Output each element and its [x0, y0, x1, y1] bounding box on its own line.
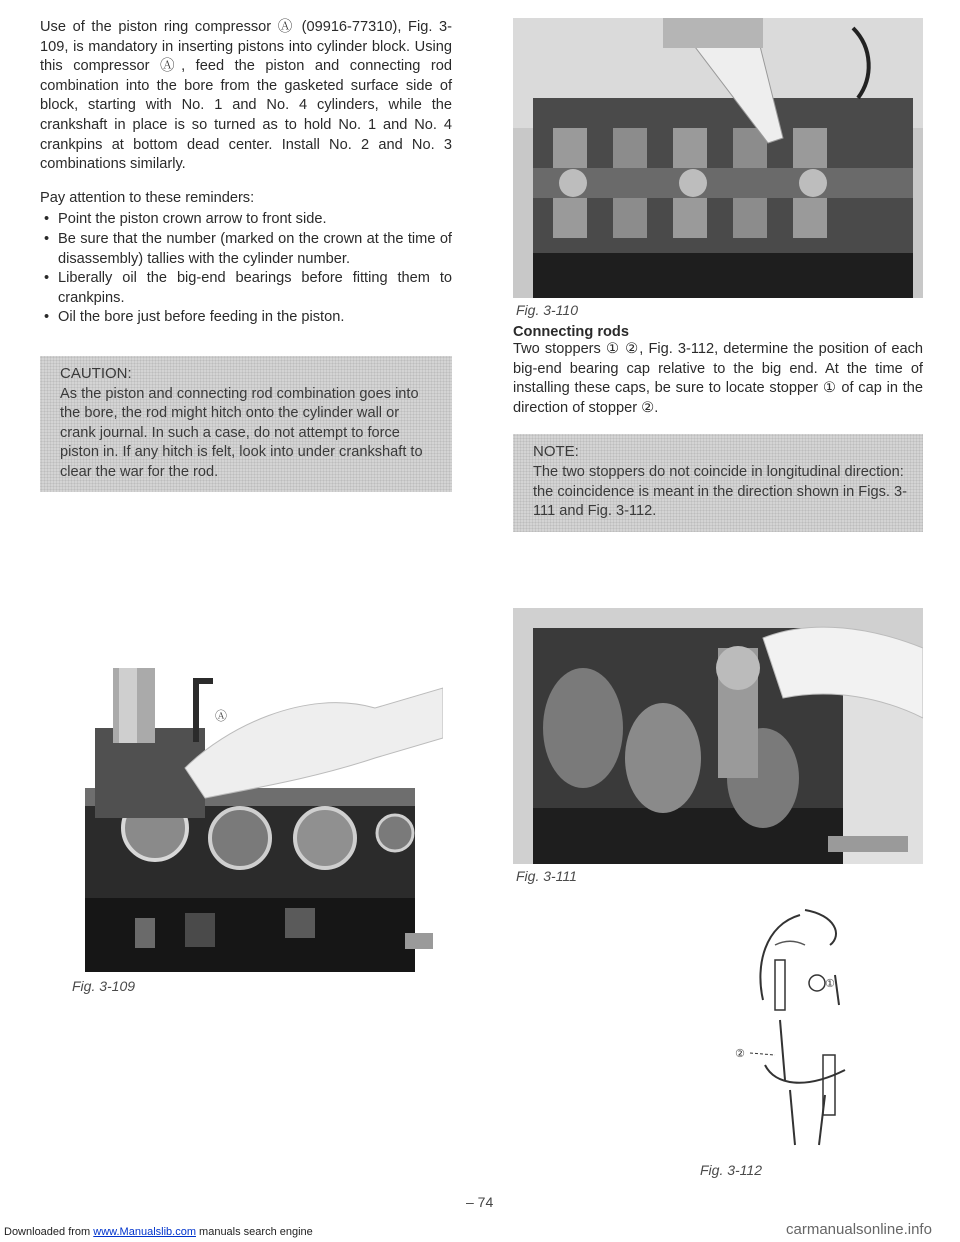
fig-112-callout-2: ②	[735, 1047, 745, 1060]
intro-paragraph: Use of the piston ring compressor Ⓐ (09916-77310), Fig. 3-109, is mandatory in inserting pistons into cylinder block. Using this compressor Ⓐ, feed the piston and connecting rod combination into the bore from the gasketed surface side of block, starting with No. 1 and No. 4 cylinders, while the crankshaft in place is so turned as to hold No. 1 and No. 4 crankpins at bottom dead center. Install No. 2 and No. 3 combinations similarly.	[40, 19, 452, 173]
fig-3-112-drawing	[735, 905, 865, 1155]
note-title: NOTE:	[533, 443, 579, 461]
left-column	[40, 18, 452, 492]
connecting-rods-heading: Connecting rods	[513, 324, 629, 340]
connecting-rods-section	[513, 312, 923, 532]
list-item: • Oil the bore just before feeding in the piston.	[40, 308, 452, 328]
fig-3-112-caption: Fig. 3-112	[700, 1162, 762, 1178]
page-number: – 74	[466, 1194, 494, 1210]
fig-109-callout: Ⓐ	[215, 709, 228, 723]
footer-suffix: manuals search engine	[195, 1226, 313, 1238]
fig-3-109-photo	[75, 668, 443, 972]
list-item: • Point the piston crown arrow to front side.	[40, 210, 452, 230]
footer-download-note	[4, 1226, 313, 1238]
fig-3-109-caption: Fig. 3-109	[72, 978, 136, 994]
fig-3-110-caption: Fig. 3-110	[516, 302, 578, 318]
fig-3-110-photo	[513, 18, 923, 298]
list-item: • Liberally oil the big-end bearings before fitting them to crankpins.	[40, 269, 452, 308]
caution-title: CAUTION:	[60, 364, 132, 382]
footer-prefix: Downloaded from	[4, 1226, 94, 1238]
caution-body: As the piston and connecting rod combination goes into the bore, the rod might hitch onto the cylinder wall or crank journal. In such a case, do not attempt to force piston in. If any hitch is felt, look into under crankshaft to clear the war for the rod.	[60, 385, 423, 480]
note-body: The two stoppers do not coincide in longitudinal direction: the coincidence is meant in the direction shown in Figs. 3-111 and Fig. 3-112.	[533, 463, 907, 520]
manualslib-link[interactable]: www.Manualslib.com	[93, 1226, 196, 1238]
fig-112-callout-1: ①	[825, 977, 835, 990]
note-box	[513, 434, 923, 531]
watermark: carmanualsonline.info	[786, 1221, 932, 1238]
fig-3-111-photo	[513, 608, 923, 864]
list-item: • Be sure that the number (marked on the crown at the time of disassembly) tallies with the cylinder number.	[40, 230, 452, 269]
connecting-rods-paragraph: Two stoppers ① ②, Fig. 3-112, determine the position of each big-end bearing cap relative to the big end. At the time of installing these caps, be sure to locate stopper ① of cap in the direction of stopper ②.	[513, 341, 923, 416]
caution-box	[40, 356, 452, 493]
reminders-list	[40, 210, 452, 328]
reminders-heading: Pay attention to these reminders:	[40, 189, 255, 206]
fig-3-111-caption: Fig. 3-111	[516, 868, 577, 884]
